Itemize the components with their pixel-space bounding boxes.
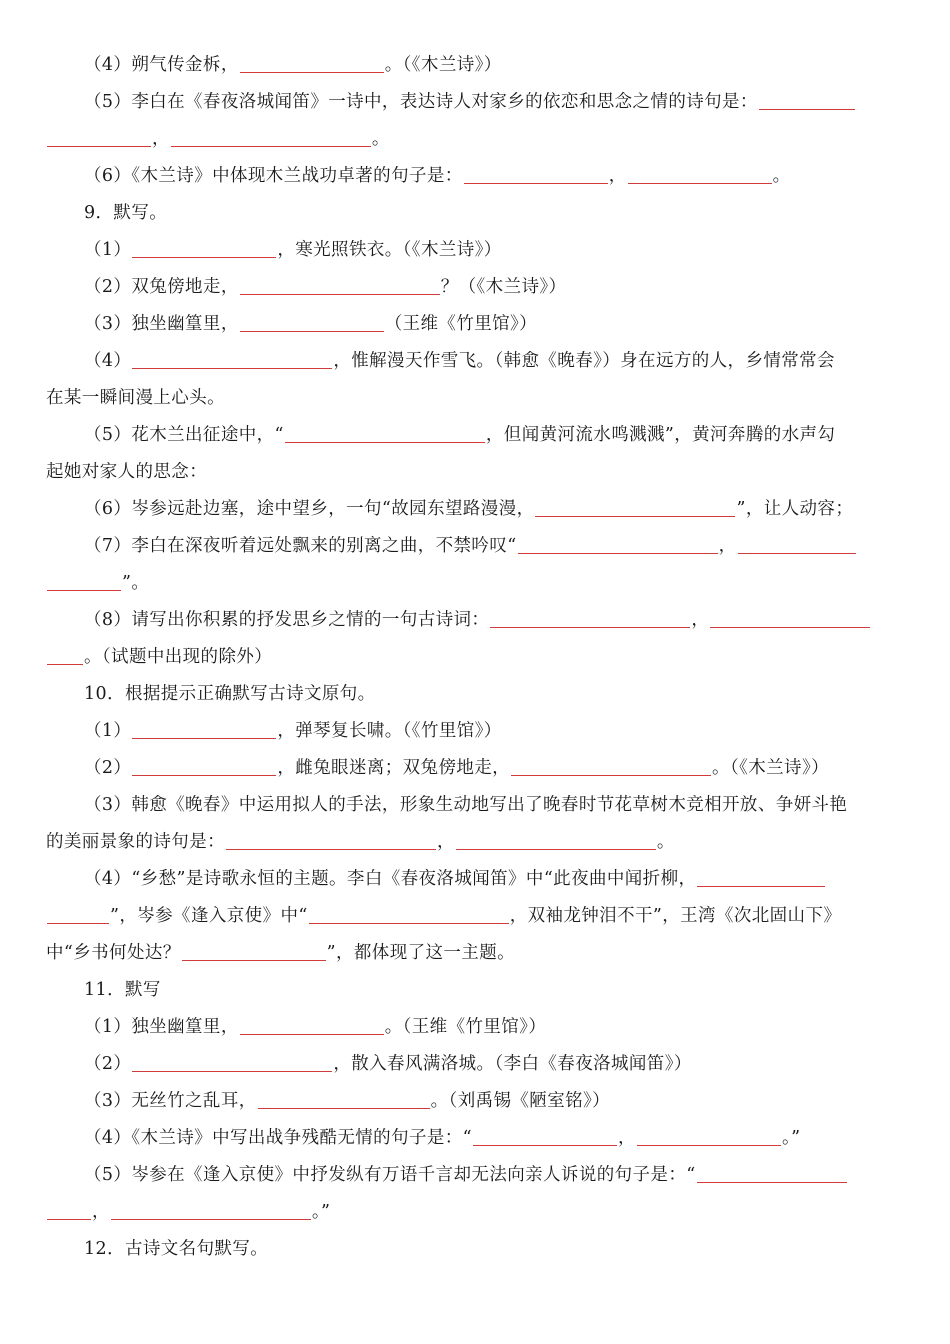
line-text: 。 bbox=[656, 832, 675, 852]
line-text: 。” bbox=[781, 1128, 801, 1148]
answer-blank[interactable] bbox=[535, 494, 735, 517]
line-text: （3）独坐幽篁里， bbox=[84, 314, 239, 334]
answer-blank[interactable] bbox=[132, 235, 276, 258]
line-text: ， bbox=[92, 1202, 110, 1222]
answer-blank[interactable] bbox=[132, 1049, 332, 1072]
text-line bbox=[0, 457, 950, 487]
line-text: （1） bbox=[84, 721, 132, 741]
line-text: ，雌兔眼迷离；双兔傍地走， bbox=[277, 758, 511, 778]
line-text: 。（刘禹锡《陋室铭》） bbox=[430, 1091, 611, 1111]
text-line bbox=[0, 938, 950, 968]
line-text: （1） bbox=[84, 240, 132, 260]
answer-blank[interactable] bbox=[628, 161, 772, 184]
line-text: ，寒光照铁衣。（《木兰诗》） bbox=[277, 240, 502, 260]
answer-blank[interactable] bbox=[697, 864, 825, 887]
answer-blank[interactable] bbox=[132, 346, 332, 369]
line-text: （7）李白在深夜听着远处飘来的别离之曲，不禁吟叹“ bbox=[84, 536, 517, 556]
line-text: （2）双兔傍地走， bbox=[84, 277, 239, 297]
line-text: （2） bbox=[84, 1054, 132, 1074]
line-text: ，弹琴复长啸。（《竹里馆》） bbox=[277, 721, 502, 741]
line-text: （4）《木兰诗》中写出战争残酷无情的句子是：“ bbox=[84, 1128, 473, 1148]
line-text: （2） bbox=[84, 758, 132, 778]
answer-blank[interactable] bbox=[47, 124, 151, 147]
text-line bbox=[0, 864, 950, 894]
question-heading bbox=[0, 1234, 950, 1264]
line-text: 10．根据提示正确默写古诗文原句。 bbox=[84, 684, 376, 704]
question-heading bbox=[0, 198, 950, 228]
text-line bbox=[0, 568, 950, 598]
text-line bbox=[0, 642, 950, 672]
answer-blank[interactable] bbox=[47, 901, 109, 924]
answer-blank[interactable] bbox=[637, 1123, 781, 1146]
line-text: 起她对家人的思念： bbox=[46, 462, 208, 482]
line-text: （4） bbox=[84, 351, 132, 371]
text-line bbox=[0, 235, 950, 265]
answer-blank[interactable] bbox=[697, 1160, 847, 1183]
text-line bbox=[0, 124, 950, 154]
line-text: ”，岑参《逢入京使》中“ bbox=[110, 906, 308, 926]
line-text: 的美丽景象的诗句是： bbox=[46, 832, 225, 852]
text-line bbox=[0, 716, 950, 746]
question-heading bbox=[0, 679, 950, 709]
line-text: （8）请写出你积累的抒发思乡之情的一句古诗词： bbox=[84, 610, 490, 630]
line-text: 。” bbox=[311, 1202, 331, 1222]
answer-blank[interactable] bbox=[490, 605, 690, 628]
answer-blank[interactable] bbox=[240, 50, 384, 73]
text-line bbox=[0, 1012, 950, 1042]
answer-blank[interactable] bbox=[47, 568, 121, 591]
answer-blank[interactable] bbox=[171, 124, 371, 147]
line-text: ， bbox=[608, 166, 627, 186]
text-line bbox=[0, 1197, 950, 1227]
text-line bbox=[0, 346, 950, 376]
line-text: ， bbox=[152, 129, 170, 149]
text-line bbox=[0, 272, 950, 302]
answer-blank[interactable] bbox=[456, 827, 656, 850]
line-text: 。（《木兰诗》） bbox=[712, 758, 829, 778]
question-heading bbox=[0, 975, 950, 1005]
text-line bbox=[0, 383, 950, 413]
line-text: 在某一瞬间漫上心头。 bbox=[46, 388, 225, 408]
answer-blank[interactable] bbox=[47, 642, 83, 665]
line-text: （4）“乡愁”是诗歌永恒的主题。李白《春夜洛城闻笛》中“此夜曲中闻折柳， bbox=[84, 869, 697, 889]
line-text: ， bbox=[718, 536, 737, 556]
answer-blank[interactable] bbox=[132, 716, 276, 739]
answer-blank[interactable] bbox=[710, 605, 870, 628]
line-text: （6）岑参远赴边塞，途中望乡，一句“故园东望路漫漫， bbox=[84, 499, 535, 519]
line-text: （5）李白在《春夜洛城闻笛》一诗中，表达诗人对家乡的依恋和思念之情的诗句是： bbox=[84, 92, 758, 112]
line-text: ， bbox=[618, 1128, 636, 1148]
text-line bbox=[0, 753, 950, 783]
answer-blank[interactable] bbox=[464, 161, 608, 184]
text-line bbox=[0, 420, 950, 450]
answer-blank[interactable] bbox=[518, 531, 718, 554]
line-text: （3）无丝竹之乱耳， bbox=[84, 1091, 257, 1111]
line-text: 9．默写。 bbox=[84, 203, 168, 223]
line-text: ，但闻黄河流水鸣溅溅”，黄河奔腾的水声勾 bbox=[485, 425, 836, 445]
answer-blank[interactable] bbox=[47, 1197, 91, 1220]
text-line bbox=[0, 790, 950, 820]
line-text: 11．默写 bbox=[84, 980, 161, 1000]
answer-blank[interactable] bbox=[182, 938, 326, 961]
line-text: （4）朔气传金柝， bbox=[84, 55, 239, 75]
line-text: 12．古诗文名句默写。 bbox=[84, 1239, 269, 1259]
line-text: （1）独坐幽篁里， bbox=[84, 1017, 239, 1037]
line-text: 。 bbox=[371, 129, 390, 149]
line-text: （王维《竹里馆》） bbox=[384, 314, 538, 334]
line-text: 。（《木兰诗》） bbox=[384, 55, 502, 75]
answer-blank[interactable] bbox=[309, 901, 509, 924]
line-text: 中“乡书何处达？ bbox=[46, 943, 181, 963]
text-line bbox=[0, 1049, 950, 1079]
line-text: ， bbox=[437, 832, 455, 852]
line-text: ，惟解漫天作雪飞。（韩愈《晚春》）身在远方的人，乡情常常会 bbox=[333, 351, 835, 371]
answer-blank[interactable] bbox=[738, 531, 856, 554]
text-line bbox=[0, 901, 950, 931]
line-text: 。（试题中出现的除外） bbox=[84, 647, 273, 667]
text-line bbox=[0, 50, 950, 80]
answer-blank[interactable] bbox=[226, 827, 436, 850]
line-text: （5）岑参在《逢入京使》中抒发纵有万语千言却无法向亲人诉说的句子是：“ bbox=[84, 1165, 696, 1185]
line-text: ，散入春风满洛城。（李白《春夜洛城闻笛》） bbox=[333, 1054, 692, 1074]
answer-blank[interactable] bbox=[240, 272, 440, 295]
text-line bbox=[0, 1123, 950, 1153]
answer-blank[interactable] bbox=[240, 309, 384, 332]
answer-blank[interactable] bbox=[132, 753, 276, 776]
answer-blank[interactable] bbox=[285, 420, 485, 443]
answer-blank[interactable] bbox=[240, 1012, 384, 1035]
text-line bbox=[0, 494, 950, 524]
line-text: （6）《木兰诗》中体现木兰战功卓著的句子是： bbox=[84, 166, 463, 186]
line-text: ，双袖龙钟泪不干”，王湾《次北固山下》 bbox=[509, 906, 842, 926]
text-line bbox=[0, 87, 950, 117]
answer-blank[interactable] bbox=[111, 1197, 311, 1220]
line-text: ”，让人动容； bbox=[736, 499, 854, 519]
answer-blank[interactable] bbox=[473, 1123, 617, 1146]
answer-blank[interactable] bbox=[759, 87, 855, 110]
line-text: 。（王维《竹里馆》） bbox=[384, 1017, 547, 1037]
line-text: ？（《木兰诗》） bbox=[440, 277, 567, 297]
text-line bbox=[0, 827, 950, 857]
text-line bbox=[0, 309, 950, 339]
answer-blank[interactable] bbox=[511, 753, 711, 776]
line-text: （3）韩愈《晚春》中运用拟人的手法，形象生动地写出了晚春时节花草树木竞相开放、争妍斗艳 bbox=[84, 795, 848, 815]
line-text: （5）花木兰出征途中，“ bbox=[84, 425, 284, 445]
answer-blank[interactable] bbox=[258, 1086, 430, 1109]
line-text: ， bbox=[691, 610, 710, 630]
text-line bbox=[0, 1086, 950, 1116]
text-line bbox=[0, 1160, 950, 1190]
line-text: ”，都体现了这一主题。 bbox=[326, 943, 516, 963]
line-text: 。 bbox=[772, 166, 791, 186]
line-text: ”。 bbox=[122, 573, 150, 593]
text-line bbox=[0, 161, 950, 191]
text-line bbox=[0, 605, 950, 635]
text-line bbox=[0, 531, 950, 561]
